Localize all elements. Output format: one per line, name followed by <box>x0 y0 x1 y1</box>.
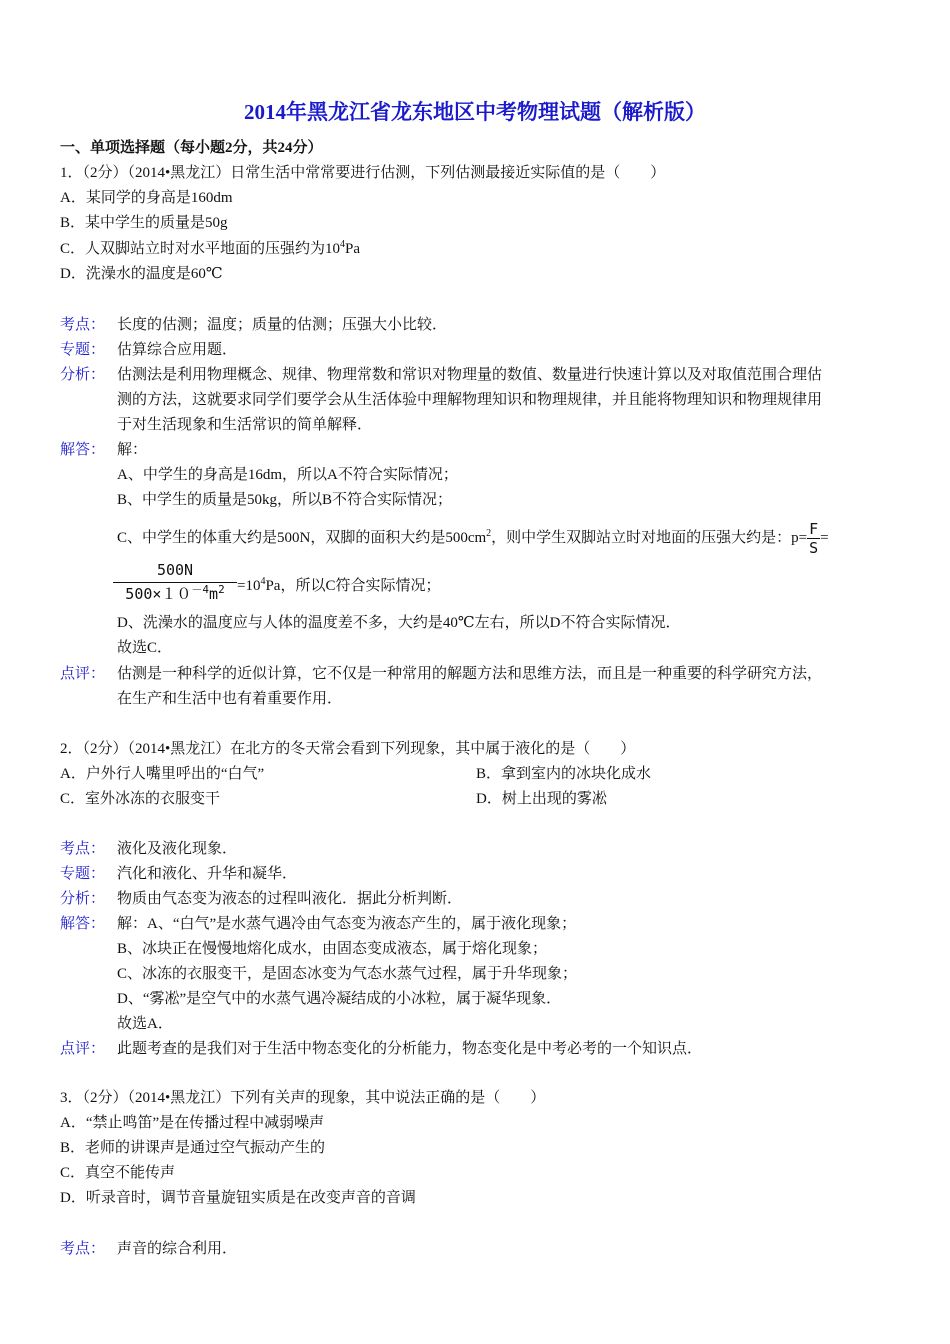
jieda-intro: 解： <box>117 442 148 458</box>
option-d: D．洗澡水的温度是60℃ <box>60 266 223 282</box>
jieda-b: B、冰块正在慢慢地熔化成水，由固态变成液态，属于熔化现象； <box>117 941 548 957</box>
fraction-numerator: F <box>809 520 819 539</box>
option-c-text: C．人双脚站立时对水平地面的压强约为10 <box>60 241 341 257</box>
fenxi-line-1: 估测法是利用物理概念、规律、物理常数和常识对物理量的数值、数量进行快速计算以及对取值范围合理估 <box>117 367 823 383</box>
kaodian-label: 考点： <box>60 841 106 857</box>
pressure-denominator-unit: m <box>209 585 219 603</box>
option-a: A．某同学的身高是160dm <box>60 190 233 206</box>
fraction-denominator: S <box>809 539 819 558</box>
kaodian-label: 考点： <box>60 317 106 333</box>
option-a: A．户外行人嘴里呼出的“白气” <box>60 766 265 782</box>
option-c: C．真空不能传声 <box>60 1165 176 1181</box>
jieda-d: D、洗澡水的温度应与人体的温度差不多，大约是40℃左右，所以D不符合实际情况． <box>117 615 681 631</box>
section-heading: 一、单项选择题（每小题2分，共24分） <box>60 140 323 156</box>
jieda-label: 解答： <box>60 442 106 458</box>
answer: 故选A． <box>117 1016 173 1032</box>
fenxi-text: 物质由气态变为液态的过程叫液化．据此分析判断． <box>117 891 463 907</box>
fenxi-label: 分析： <box>60 891 106 907</box>
option-c <box>60 239 360 259</box>
option-c: C．室外冰冻的衣服变干 <box>60 791 221 807</box>
jieda-c-result-text: =10 <box>237 578 261 594</box>
zhuanti-label: 专题： <box>60 342 106 358</box>
zhuanti-text: 估算综合应用题． <box>117 342 238 358</box>
jieda-c-result-exponent: 4 <box>260 576 266 587</box>
option-d: D．树上出现的雾凇 <box>476 791 607 807</box>
dianping-line-2: 在生产和生活中也有着重要作用． <box>117 691 343 707</box>
fenxi-line-3: 于对生活现象和生活常识的简单解释． <box>117 417 373 433</box>
answer: 故选C． <box>117 640 173 656</box>
zhuanti-text: 汽化和液化、升华和凝华． <box>117 866 298 882</box>
jieda-c: C、冰冻的衣服变干，是固态冰变为气态水蒸气过程，属于升华现象； <box>117 966 578 982</box>
kaodian-text: 声音的综合利用． <box>117 1241 238 1257</box>
option-b: B．拿到室内的冰块化成水 <box>476 766 652 782</box>
jieda-a: 解：A、“白气”是水蒸气遇冷由气态变为液态产生的，属于液化现象； <box>117 916 577 932</box>
jieda-c-text-2: ，则中学生双脚站立时对地面的压强大约是：p= <box>491 530 808 546</box>
dianping-label: 点评： <box>60 1041 106 1057</box>
pressure-denominator-text: 500×１０ <box>125 585 192 603</box>
jieda-c <box>117 518 829 558</box>
jieda-c-result <box>237 576 440 596</box>
dianping-label: 点评： <box>60 666 106 682</box>
pressure-denominator <box>113 583 237 605</box>
option-b: B．某中学生的质量是50g <box>60 215 228 231</box>
kaodian-label: 考点： <box>60 1241 106 1257</box>
jieda-c-result-text-2: Pa，所以C符合实际情况； <box>265 578 441 594</box>
option-d: D．听录音时，调节音量旋钮实质是在改变声音的音调 <box>60 1190 416 1206</box>
kaodian-text: 液化及液化现象． <box>117 841 238 857</box>
option-c-unit: Pa <box>345 241 361 257</box>
pressure-denominator-unit-exponent: 2 <box>218 583 225 596</box>
dianping-line-1: 估测是一种科学的近似计算，它不仅是一种常用的解题方法和思维方法，而且是一种重要的科学研究方法， <box>117 666 823 682</box>
fraction-f-over-s <box>807 520 820 557</box>
jieda-c-text: C、中学生的体重大约是500N，双脚的面积大约是500cm <box>117 530 487 546</box>
fenxi-label: 分析： <box>60 367 106 383</box>
pressure-numerator: 500N <box>113 560 237 583</box>
question-stem: 1．（2分）（2014•黑龙江）日常生活中常常要进行估测，下列估测最接近实际值的是（ ） <box>60 165 666 181</box>
jieda-d: D、“雾凇”是空气中的水蒸气遇冷凝结成的小冰粒，属于凝华现象． <box>117 991 562 1007</box>
option-b: B．老师的讲课声是通过空气振动产生的 <box>60 1140 326 1156</box>
zhuanti-label: 专题： <box>60 866 106 882</box>
jieda-a: A、中学生的身高是16dm，所以A不符合实际情况； <box>117 467 458 483</box>
option-c-exponent: 4 <box>340 239 346 250</box>
equals-sign: = <box>820 530 829 546</box>
question-stem: 3．（2分）（2014•黑龙江）下列有关声的现象，其中说法正确的是（ ） <box>60 1090 546 1106</box>
jieda-b: B、中学生的质量是50kg，所以B不符合实际情况； <box>117 492 453 508</box>
kaodian-text: 长度的估测；温度；质量的估测；压强大小比较． <box>117 317 448 333</box>
pressure-denominator-exponent: －4 <box>191 583 210 596</box>
jieda-c-exponent: 2 <box>486 528 492 539</box>
option-a: A．“禁止鸣笛”是在传播过程中减弱噪声 <box>60 1115 325 1131</box>
dianping-text: 此题考查的是我们对于生活中物态变化的分析能力，物态变化是中考必考的一个知识点． <box>117 1041 703 1057</box>
fenxi-line-2: 测的方法，这就要求同学们要学会从生活体验中理解物理知识和物理规律，并且能将物理知识和物理规律用 <box>117 392 823 408</box>
page-title: 2014年黑龙江省龙东地区中考物理试题（解析版） <box>244 100 706 124</box>
jieda-label: 解答： <box>60 916 106 932</box>
pressure-fraction <box>113 560 237 605</box>
question-stem: 2．（2分）（2014•黑龙江）在北方的冬天常会看到下列现象，其中属于液化的是（ ） <box>60 741 636 757</box>
